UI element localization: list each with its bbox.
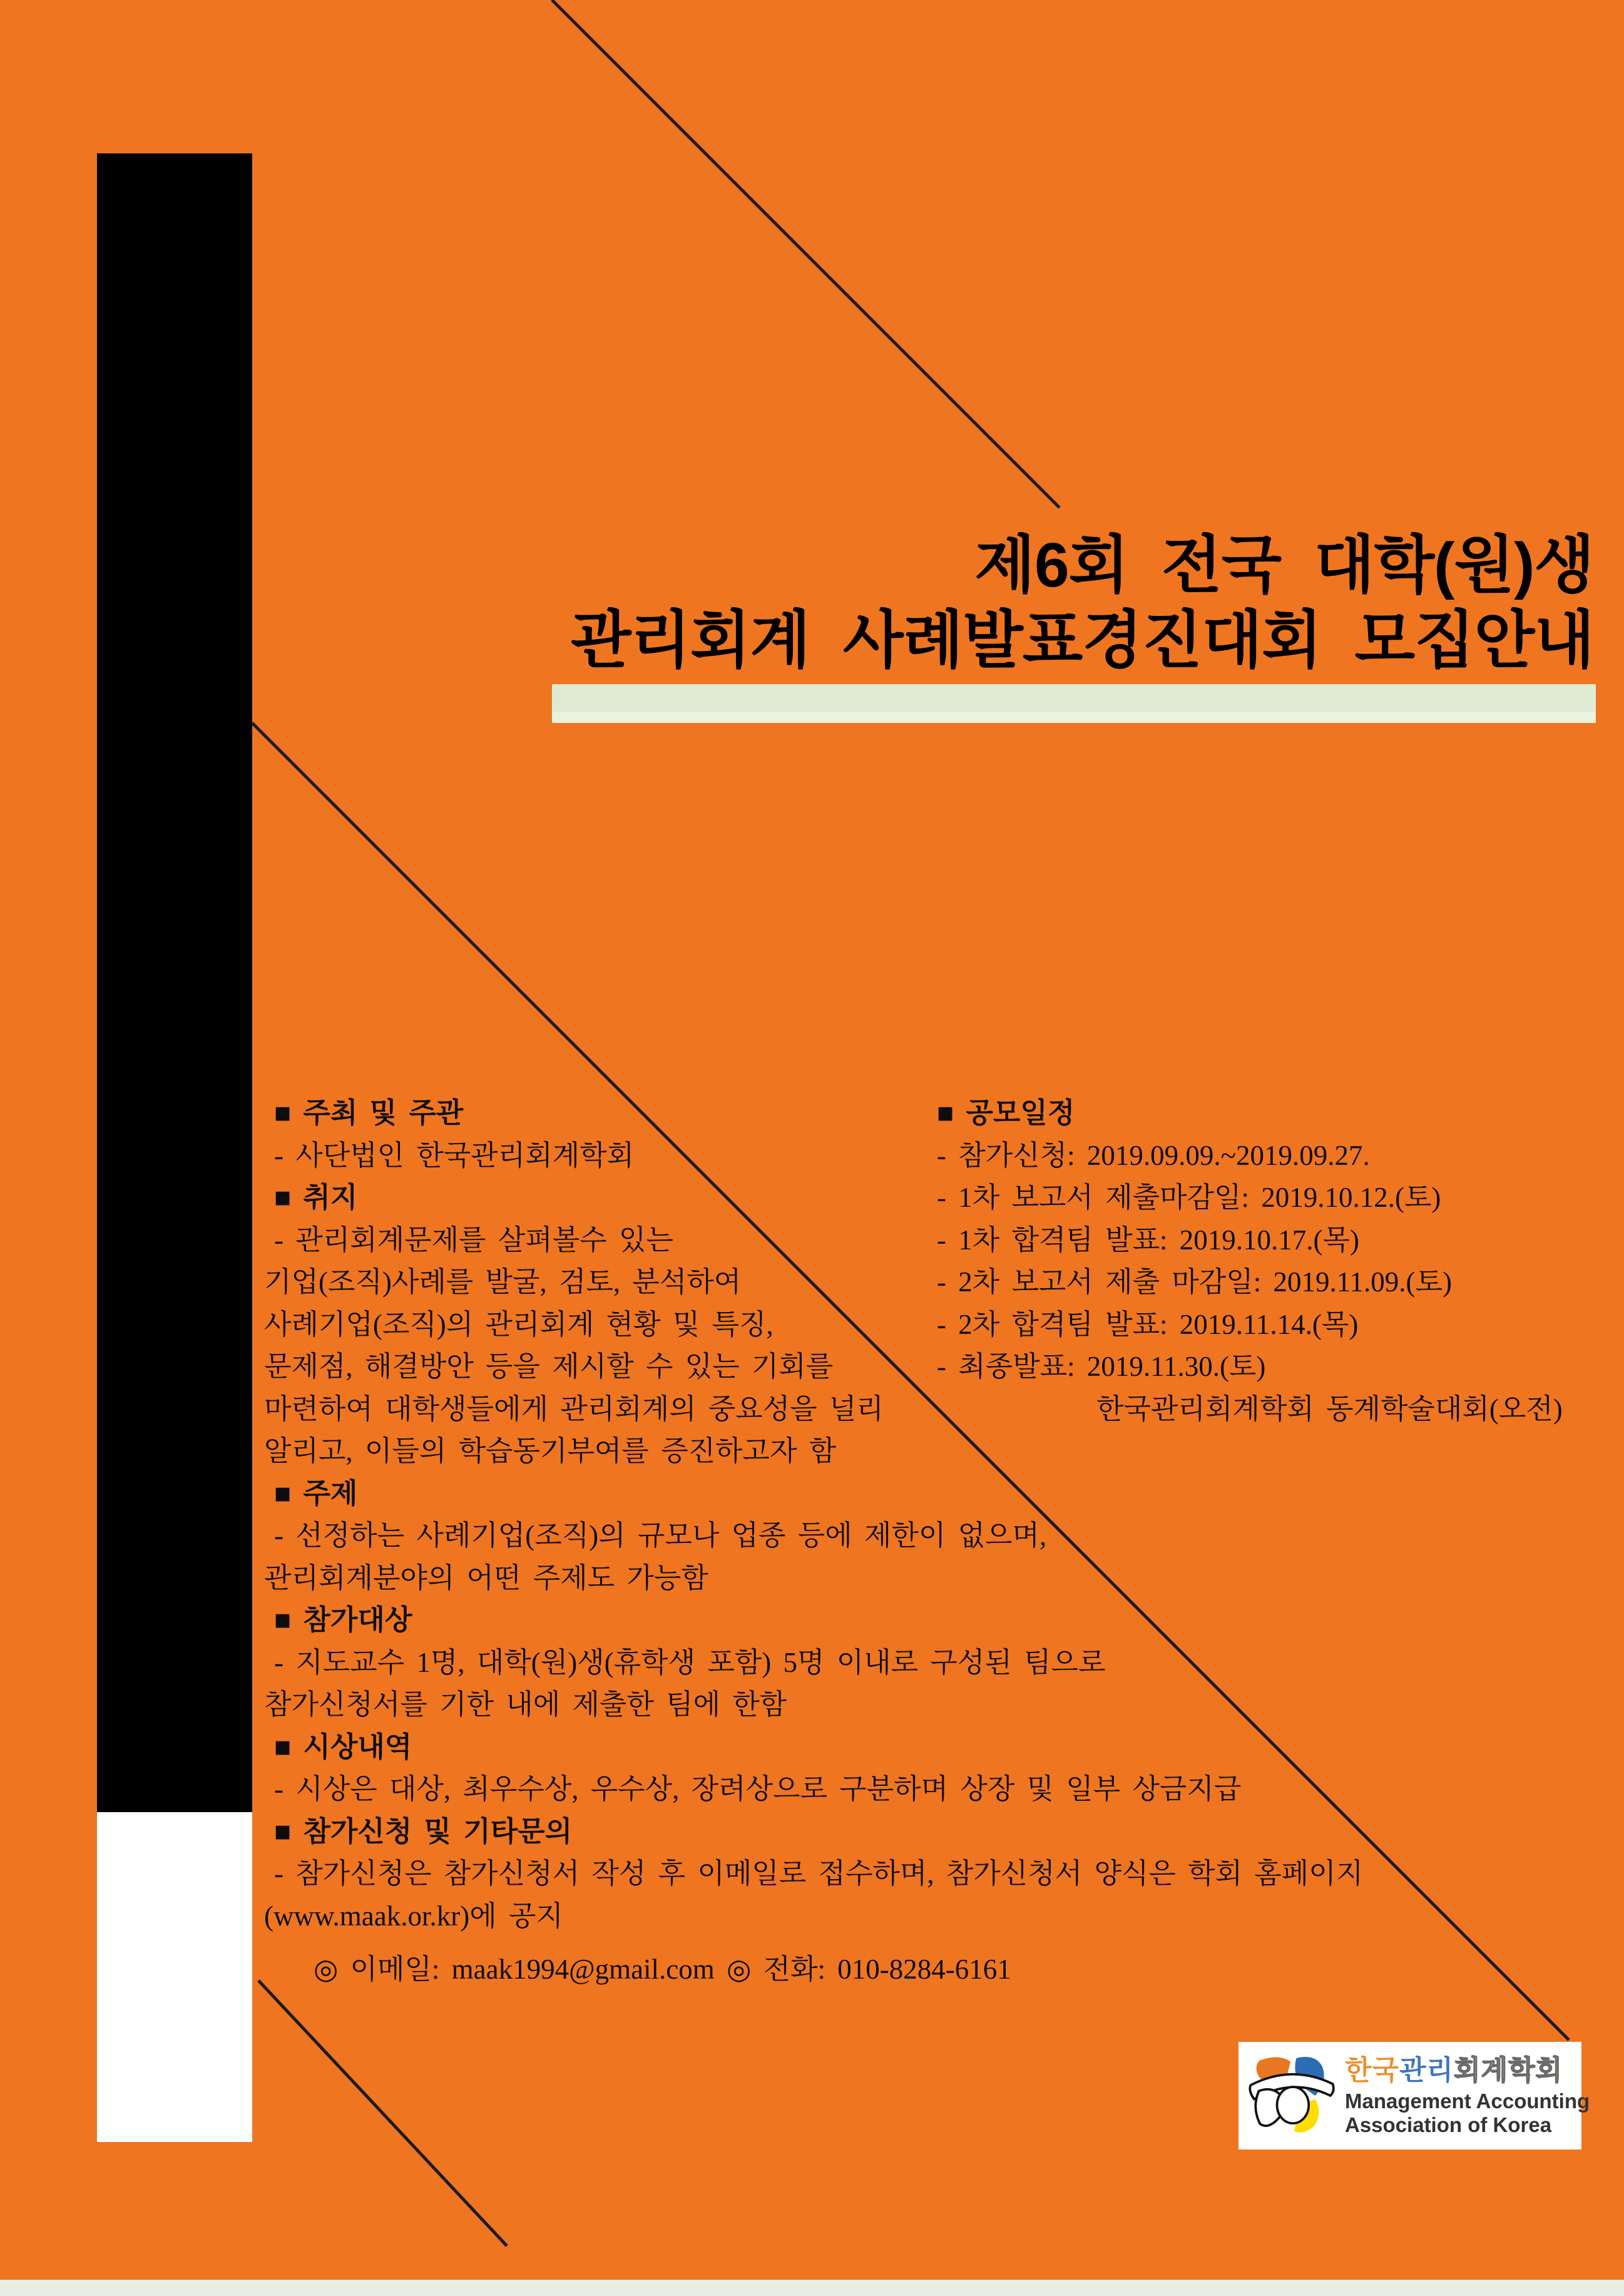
text-line: 마련하여 대학생들에게 관리회계의 중요성을 널리 xyxy=(264,1393,884,1425)
diagonal-line-bottom xyxy=(258,1981,507,2246)
contact-line: ◎ 이메일: maak1994@gmail.com ◎ 전화: 010-8284-6161 xyxy=(314,1954,1011,1985)
section-header-schedule: ■ 공모일정 xyxy=(937,1097,1075,1129)
association-logo xyxy=(1238,2042,1590,2150)
text-line: - 지도교수 1명, 대학(원)생(휴학생 포함) 5명 이내로 구성된 팀으로 xyxy=(274,1646,1106,1678)
section-header-awards: ■ 시상내역 xyxy=(274,1731,412,1763)
logo-kr-part4: 학회 xyxy=(1508,2055,1563,2086)
section-header-apply: ■ 참가신청 및 기타문의 xyxy=(274,1815,573,1847)
logo-kr-part2: 관리 xyxy=(1399,2055,1454,2086)
section-header-purpose: ■ 취지 xyxy=(274,1182,358,1213)
logo-english-name xyxy=(1345,2089,1590,2137)
text-line: 문제점, 해결방안 등을 제시할 수 있는 기회를 xyxy=(264,1351,834,1382)
logo-text xyxy=(1345,2054,1590,2137)
text-line: 사례기업(조직)의 관리회계 현황 및 특징, xyxy=(264,1308,774,1340)
logo-en-line1: Management Accounting xyxy=(1345,2089,1590,2113)
website-line: (www.maak.or.kr)에 공지 xyxy=(264,1900,563,1932)
bottom-edge-strip xyxy=(0,2280,1624,2296)
schedule-line: - 2차 보고서 제출 마감일: 2019.11.09.(토) xyxy=(937,1266,1452,1298)
section-header-eligibility: ■ 참가대상 xyxy=(274,1604,412,1636)
logo-kr-part1: 한국 xyxy=(1345,2055,1400,2086)
right-column xyxy=(937,1092,1563,1430)
association-emblem-icon xyxy=(1245,2049,1339,2143)
schedule-line: 한국관리회계학회 동계학술대회(오전) xyxy=(1096,1393,1563,1425)
schedule-line: - 최종발표: 2019.11.30.(토) xyxy=(937,1351,1266,1382)
title-underline-bar xyxy=(552,684,1596,723)
text-line: 기업(조직)사례를 발굴, 검토, 분석하여 xyxy=(264,1266,742,1298)
diagonal-line-top xyxy=(552,0,1060,508)
logo-en-line2: Association of Korea xyxy=(1345,2113,1552,2136)
text-line: - 시상은 대상, 최우수상, 우수상, 장려상으로 구분하며 상장 및 일부 상금지급 xyxy=(274,1773,1242,1805)
section-header-topic: ■ 주제 xyxy=(274,1477,358,1509)
text-line: - 선정하는 사례기업(조직)의 규모나 업종 등에 제한이 없으며, xyxy=(274,1520,1047,1551)
text-line: 관리회계분야의 어떤 주제도 가능함 xyxy=(264,1562,708,1594)
schedule-line: - 2차 합격팀 발표: 2019.11.14.(목) xyxy=(937,1308,1359,1340)
logo-korean-name xyxy=(1345,2054,1590,2087)
section-header-host: ■ 주최 및 주관 xyxy=(274,1097,464,1129)
text-line: 알리고, 이들의 학습동기부여를 증진하고자 함 xyxy=(264,1435,837,1467)
title-line-1: 제6회 전국 대학(원)생 xyxy=(974,530,1594,600)
text-line: - 참가신청은 참가신청서 작성 후 이메일로 접수하며, 참가신청서 양식은 학회 홈페이지 xyxy=(274,1858,1364,1889)
text-line: - 관리회계문제를 살펴볼수 있는 xyxy=(274,1224,673,1256)
schedule-line: - 1차 보고서 제출마감일: 2019.10.12.(토) xyxy=(937,1182,1441,1213)
poster-title xyxy=(571,528,1594,678)
schedule-line: - 참가신청: 2019.09.09.~2019.09.27. xyxy=(937,1139,1370,1171)
title-line-2: 관리회계 사례발표경진대회 모집안내 xyxy=(570,605,1594,675)
schedule-line: - 1차 합격팀 발표: 2019.10.17.(목) xyxy=(937,1224,1359,1256)
text-line: 참가신청서를 기한 내에 제출한 팀에 한함 xyxy=(264,1689,787,1720)
logo-kr-part3: 회계 xyxy=(1454,2055,1509,2086)
text-line: - 사단법인 한국관리회계학회 xyxy=(274,1139,635,1171)
